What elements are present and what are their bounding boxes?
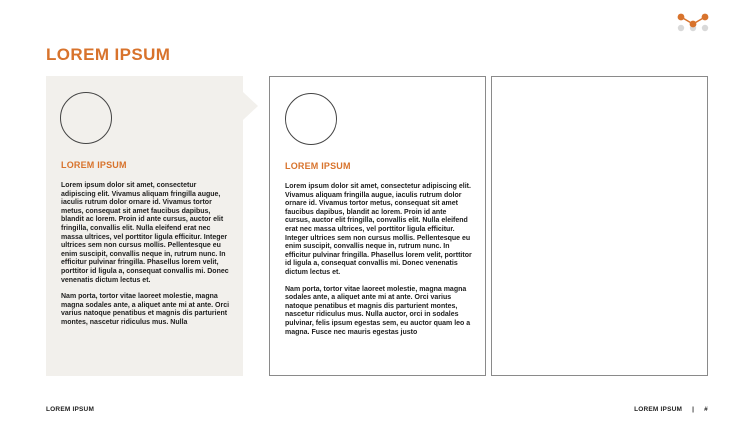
card-pointer-arrow <box>243 92 258 120</box>
content-card-1 <box>46 76 243 376</box>
card-paragraph: Lorem ipsum dolor sit amet, consectetur adipiscing elit. Vivamus aliquam fringilla augue, iaculis rutrum dolor ornare id. Vivamus tortor metus, consequat sit amet faucibus dapibus, blandit ac lorem. Proin id ante cursus, auctor elit fringilla, convallis elit. Nulla eleifend erat nec massa ultrices, vel porttitor ligula efficitur. Integer ultrices sem non cursus mollis. Pellentesque eu enim suscipit, convallis neque in, rutrum nunc. In efficitur pulvinar fringilla. Phasellus lorem velit, porttitor id ligula a, consequat convallis mi. Donec venenatis dictum lectus et. <box>285 183 472 276</box>
molecule-logo-icon <box>676 12 710 34</box>
card-image-placeholder <box>285 93 337 145</box>
footer-separator: | <box>692 406 695 413</box>
footer-right <box>634 406 708 413</box>
footer-left-label: LOREM IPSUM <box>46 406 95 413</box>
footer-right-label: LOREM IPSUM <box>634 406 683 413</box>
card-heading: LOREM IPSUM <box>285 161 351 171</box>
card-image-placeholder <box>60 92 112 144</box>
content-card-3-empty <box>491 76 708 376</box>
page-number: # <box>704 406 708 413</box>
card-body <box>285 183 473 345</box>
content-card-2 <box>269 76 486 376</box>
card-heading: LOREM IPSUM <box>61 160 127 170</box>
slide-title: LOREM IPSUM <box>46 45 171 64</box>
card-paragraph: Nam porta, tortor vitae laoreet molestie, magna magna sodales ante, a aliquet ante mi at ante. Orci varius natoque penatibus et magnis dis parturient montes, nascetur ridiculus mus. Nulla auctor, orci in sodales pulvinar, felis ipsum egestas sem, eu auctor quam leo a magna. Fusce nec mauris egestas justo <box>285 285 471 336</box>
card-body <box>61 182 231 336</box>
card-paragraph: Nam porta, tortor vitae laoreet molestie, magna magna sodales ante, a aliquet ante mi at ante. Orci varius natoque penatibus et magnis dis parturient montes, nascetur ridiculus mus. Nulla <box>61 293 230 326</box>
card-paragraph: Lorem ipsum dolor sit amet, consectetur adipiscing elit. Vivamus aliquam fringilla augue, iaculis rutrum dolor ornare id. Vivamus tortor metus, consequat sit amet faucibus dapibus, blandit ac lorem. Proin id ante cursus, auctor elit fringilla, convallis elit. Nulla eleifend erat nec massa ultrices, vel porttitor ligula efficitur. Integer ultrices sem non cursus mollis. Pellentesque eu enim suscipit, convallis neque in, rutrum nunc. In efficitur pulvinar fringilla. Phasellus lorem velit, porttitor id ligula a, consequat convallis mi. Donec venenatis dictum lectus et. <box>61 182 229 284</box>
